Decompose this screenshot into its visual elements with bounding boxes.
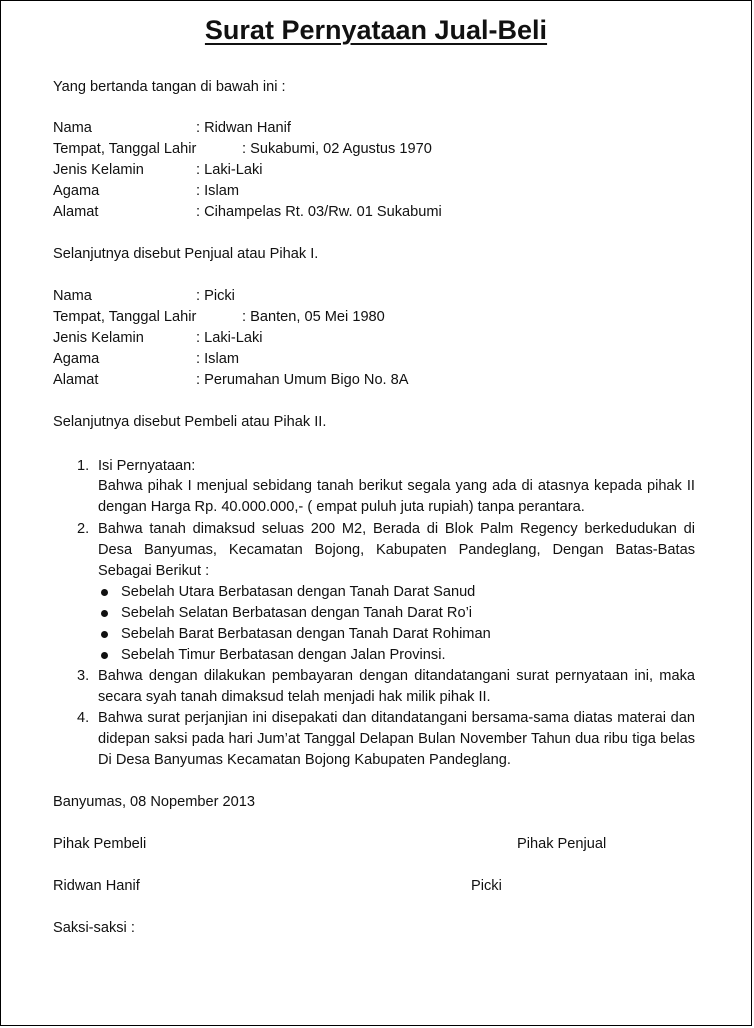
place-date: Banyumas, 08 Nopember 2013: [53, 794, 256, 810]
buyer-label: Pihak Pembeli: [53, 836, 147, 852]
item1-body: Bahwa pihak I menjual sebidang tanah berikut segala yang ada di atasnya kepada pihak II dengan Harga Rp. 40.000.000,- ( empat puluh juta rupiah) tanpa perantara.: [98, 478, 695, 515]
bullet-icon: [101, 589, 108, 596]
item2-body: Bahwa tanah dimaksud seluas 200 M2, Berada di Blok Palm Regency berkedudukan di Desa Banyumas, Kecamatan Bojong, Kabupaten Pandeglang, Dengan Batas-Batas Sebagai Berikut :: [98, 521, 695, 579]
party2-nama-label: Nama: [53, 288, 92, 304]
party1-agama-label: Agama: [53, 183, 100, 199]
party1-designation: Selanjutnya disebut Penjual atau Pihak I.: [53, 246, 319, 262]
bullet-icon: [101, 652, 108, 659]
party1-alamat-value: : Cihampelas Rt. 03/Rw. 01 Sukabumi: [196, 204, 442, 220]
list-number-4: 4.: [77, 710, 90, 726]
party2-jk-value: : Laki-Laki: [196, 330, 263, 346]
party2-nama-value: : Picki: [196, 288, 235, 304]
party2-alamat-label: Alamat: [53, 372, 99, 388]
party1-nama-label: Nama: [53, 120, 92, 136]
party2-agama-label: Agama: [53, 351, 100, 367]
party2-jk-label: Jenis Kelamin: [53, 330, 144, 346]
seller-name: Picki: [471, 878, 502, 894]
bullet-icon: [101, 610, 108, 617]
buyer-name: Ridwan Hanif: [53, 878, 140, 894]
boundary-north: Sebelah Utara Berbatasan dengan Tanah Darat Sanud: [121, 584, 476, 600]
boundary-south: Sebelah Selatan Berbatasan dengan Tanah Darat Ro’i: [121, 605, 473, 621]
party1-jk-value: : Laki-Laki: [196, 162, 263, 178]
party1-ttl-value: : Sukabumi, 02 Agustus 1970: [242, 141, 432, 157]
party2-designation: Selanjutnya disebut Pembeli atau Pihak II.: [53, 414, 327, 430]
item1-heading: Isi Pernyataan:: [98, 458, 196, 474]
party2-agama-value: : Islam: [196, 351, 239, 367]
party1-jk-label: Jenis Kelamin: [53, 162, 144, 178]
list-number-3: 3.: [77, 668, 90, 684]
party1-agama-value: : Islam: [196, 183, 239, 199]
boundary-east: Sebelah Timur Berbatasan dengan Jalan Provinsi.: [121, 647, 446, 663]
party1-alamat-label: Alamat: [53, 204, 99, 220]
party1-nama-value: : Ridwan Hanif: [196, 120, 291, 136]
seller-label: Pihak Penjual: [517, 836, 607, 852]
list-number-1: 1.: [77, 458, 90, 474]
party2-ttl-value: : Banten, 05 Mei 1980: [242, 309, 385, 325]
intro-text: Yang bertanda tangan di bawah ini :: [53, 79, 286, 95]
bullet-icon: [101, 631, 108, 638]
boundary-west: Sebelah Barat Berbatasan dengan Tanah Darat Rohiman: [121, 626, 491, 642]
document-title: Surat Pernyataan Jual-Beli: [204, 15, 548, 45]
witnesses-label: Saksi-saksi :: [53, 920, 135, 936]
item3-body: Bahwa dengan dilakukan pembayaran dengan ditandatangani surat pernyataan ini, maka secara syah tanah dimaksud telah menjadi hak milik pihak II.: [98, 668, 695, 705]
party2-ttl-label: Tempat, Tanggal Lahir: [53, 309, 197, 325]
party2-alamat-value: : Perumahan Umum Bigo No. 8A: [196, 372, 409, 388]
item4-body: Bahwa surat perjanjian ini disepakati dan ditandatangani bersama-sama diatas materai dan didepan saksi pada hari Jum’at Tanggal Delapan Bulan November Tahun dua ribu tiga belas Di Desa Banyumas Kecamatan Bojong Kabupaten Pandeglang.: [98, 710, 695, 768]
party1-ttl-label: Tempat, Tanggal Lahir: [53, 141, 197, 157]
list-number-2: 2.: [77, 521, 90, 537]
